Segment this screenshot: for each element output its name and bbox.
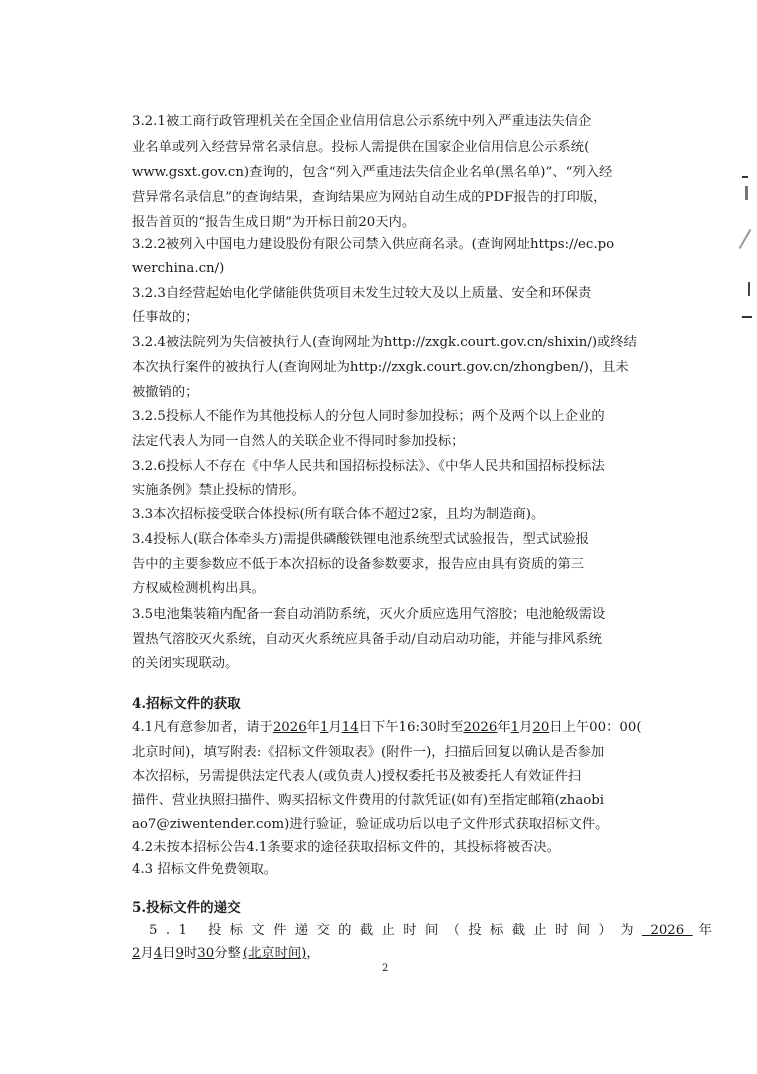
text-run: ，	[306, 946, 320, 961]
underlined-value: 2026	[641, 923, 693, 938]
text-line: 3.5电池集装箱内配备一套自动消防系统，灭火介质应选用气溶胶；电池舱级需设	[132, 607, 606, 622]
text-line: 方权威检测机构出具。	[132, 581, 265, 596]
text-line: 3.2.2被列入中国电力建设股份有限公司禁入供应商名录。(查询网址https://ec.po	[132, 237, 615, 252]
text-line	[132, 716, 642, 740]
text-run: 4.1凡有意参加者，请于	[132, 720, 273, 735]
text-run: 日下午16:30时至	[358, 720, 464, 735]
section-heading: 5.投标文件的递交	[132, 900, 241, 916]
text-line: 4.3 招标文件免费领取。	[132, 862, 278, 877]
underlined-value: (北京时间)	[242, 946, 307, 961]
text-line: 告中的主要参数应不低于本次招标的设备参数要求，报告应由具有资质的第三	[132, 557, 585, 572]
text-line: 3.2.5投标人不能作为其他投标人的分包人同时参加投标；两个及两个以上企业的	[132, 409, 605, 424]
text-run: 日	[162, 946, 176, 961]
text-line: 的关闭实现联动。	[132, 656, 239, 671]
text-run: 年	[698, 923, 712, 938]
text-run: 月	[519, 720, 533, 735]
text-line: 报告首页的“报告生成日期”为开标日前20天内。	[132, 215, 416, 230]
underlined-value: 2	[132, 946, 141, 961]
underlined-value: 1	[510, 720, 520, 735]
text-line	[132, 942, 320, 966]
text-run: 年	[306, 720, 320, 735]
underlined-value: 1	[319, 720, 329, 735]
text-line: 被撤销的；	[132, 385, 199, 400]
text-line: 业名单或列入经营异常名录信息。投标人需提供在国家企业信用信息公示系统(	[132, 140, 590, 155]
text-line: 置热气溶胶灭火系统，自动灭火系统应具备手动/自动启动功能，并能与排风系统	[132, 632, 602, 647]
scan-artifact	[745, 186, 748, 200]
text-run: 分整	[214, 946, 241, 961]
section-heading: 4.招标文件的获取	[132, 696, 241, 712]
text-line: werchina.cn/)	[132, 261, 225, 276]
text-line: 实施条例》禁止投标的情形。	[132, 483, 305, 498]
text-line: 3.2.6投标人不存在《中华人民共和国招标投标法》、《中华人民共和国招标投标法	[132, 459, 605, 474]
text-line: 4.2未按本招标公告4.1条要求的途径获取招标文件的，其投标将被否决。	[132, 840, 560, 855]
text-line: 3.2.3自经营起始电化学储能供货项目未发生过较大及以上质量、安全和环保责	[132, 286, 592, 301]
text-line: 3.2.1被工商行政管理机关在全国企业信用信息公示系统中列入严重违法失信企	[132, 114, 592, 129]
underlined-value: 4	[153, 946, 163, 961]
underlined-value: 14	[341, 720, 359, 735]
text-run: 5.1 投标文件递交的截止时间（投标截止时间）为	[149, 923, 642, 938]
underlined-value: 30	[197, 946, 215, 961]
underlined-value: 9	[175, 946, 184, 961]
text-line: www.gsxt.gov.cn)查询的，包含“列入严重违法失信企业名单(黑名单)”、“列入经	[132, 165, 613, 180]
text-run: 月	[140, 946, 154, 961]
text-line: 本次执行案件的被执行人(查询网址为http://zxgk.court.gov.cn/zhongben/)，且未	[132, 360, 629, 375]
text-run: 月	[328, 720, 342, 735]
text-run: 时	[184, 946, 198, 961]
scan-artifact	[742, 176, 748, 178]
underlined-value: 20	[532, 720, 550, 735]
text-line: ao7@ziwentender.com)进行验证，验证成功后以电子文件形式获取招标文件。	[132, 817, 609, 832]
text-line: 北京时间)，填写附表:《招标文件领取表》(附件一)，扫描后回复以确认是否参加	[132, 745, 605, 760]
text-line: 任事故的；	[132, 310, 199, 325]
text-line: 本次招标，另需提供法定代表人(或负责人)授权委托书及被委托人有效证件扫	[132, 769, 582, 784]
text-line: 法定代表人为同一自然人的关联企业不得同时参加投标；	[132, 434, 465, 449]
text-line: 描件、营业执照扫描件、购买招标文件费用的付款凭证(如有)至指定邮箱(zhaobi	[132, 793, 605, 808]
text-line: 3.3本次招标接受联合体投标(所有联合体不超过2家，且均为制造商)。	[132, 507, 545, 522]
scan-artifact	[748, 282, 750, 296]
text-run: 年	[497, 720, 511, 735]
text-line: 3.2.4被法院列为失信被执行人(查询网址为http://zxgk.court.gov.cn/shixin/)或终结	[132, 335, 637, 350]
text-line: 营异常名录信息”的查询结果，查询结果应为网站自动生成的PDF报告的打印版，	[132, 190, 607, 205]
scan-artifact	[739, 229, 752, 249]
text-line: 3.4投标人(联合体牵头方)需提供磷酸铁锂电池系统型式试验报告，型式试验报	[132, 532, 590, 547]
underlined-value: 2026	[463, 720, 498, 735]
scan-artifact	[742, 316, 752, 318]
text-line	[149, 919, 712, 943]
text-run: 日上午00：00(	[549, 720, 642, 735]
page-number: 2	[382, 963, 389, 974]
underlined-value: 2026	[272, 720, 307, 735]
